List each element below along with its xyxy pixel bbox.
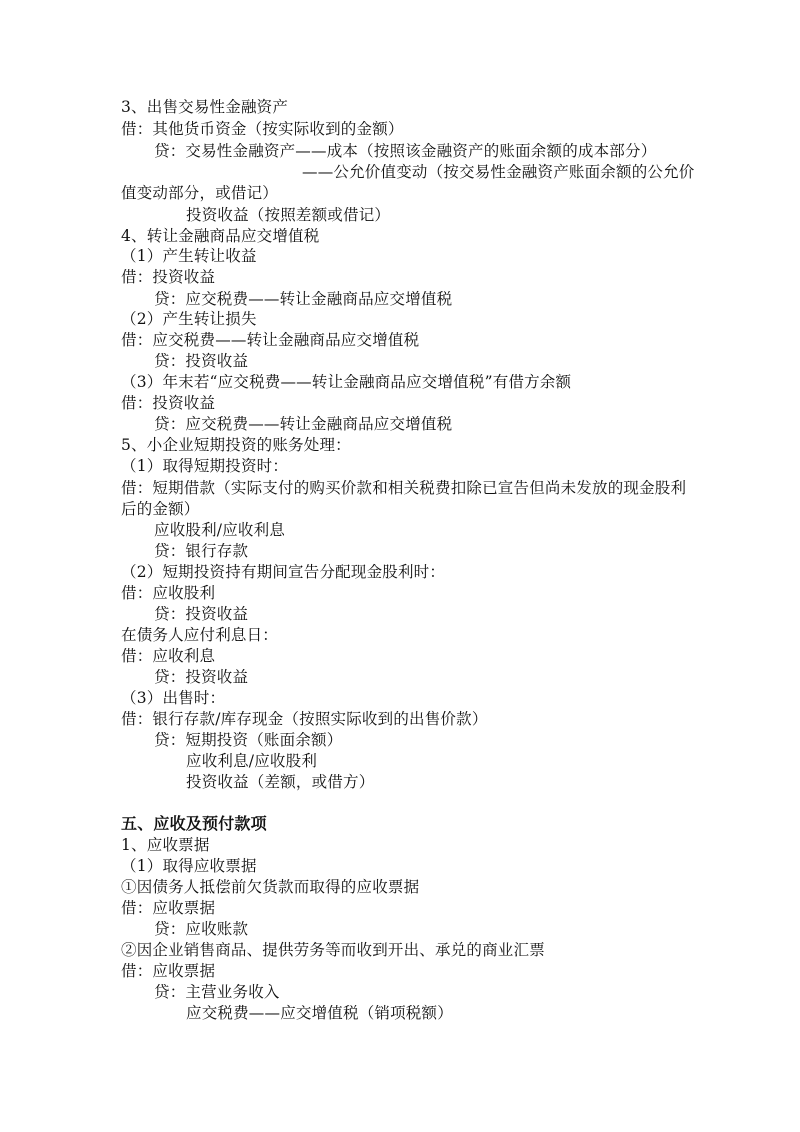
journal-line: 借：短期借款（实际支付的购买价款和相关税费扣除已宣告但尚未发放的现金股利	[121, 479, 687, 497]
paragraph: ①因债务人抵偿前欠货款而取得的应收票据	[121, 878, 420, 896]
journal-line: 借：应收票据	[121, 962, 216, 980]
section-heading: 3、出售交易性金融资产	[121, 98, 289, 116]
journal-line: 借：投资收益	[121, 394, 216, 412]
journal-line: 贷：主营业务收入	[154, 983, 280, 1001]
sub-heading: （1）产生转让收益	[121, 247, 257, 265]
journal-line: 贷：应收账款	[154, 920, 249, 938]
journal-line: 贷：应交税费——转让金融商品应交增值税	[154, 415, 453, 433]
section-heading: 1、应收票据	[121, 836, 210, 854]
journal-line: 贷：短期投资（账面余额）	[154, 731, 343, 749]
journal-line: 应交税费——应交增值税（销项税额）	[186, 1004, 453, 1022]
journal-line: 贷：银行存款	[154, 542, 249, 560]
sub-heading: （2）产生转让损失	[121, 310, 257, 328]
journal-line: 贷：交易性金融资产——成本（按照该金融资产的账面余额的成本部分）	[154, 142, 657, 160]
paragraph: ②因企业销售商品、提供劳务等而收到开出、承兑的商业汇票	[121, 941, 545, 959]
paragraph: 在债务人应付利息日：	[121, 626, 279, 644]
journal-line: 投资收益（差额，或借方）	[186, 773, 375, 791]
journal-line: 投资收益（按照差额或借记）	[186, 206, 391, 224]
journal-line: 后的金额）	[121, 500, 200, 518]
sub-heading: （3）出售时：	[121, 689, 226, 707]
sub-heading: （2）短期投资持有期间宣告分配现金股利时：	[121, 563, 446, 581]
journal-line: 借：应收票据	[121, 899, 216, 917]
sub-heading: （1）取得应收票据	[121, 857, 257, 875]
journal-line: 借：其他货币资金（按实际收到的金额）	[121, 120, 404, 138]
journal-line: 应收股利/应收利息	[154, 521, 286, 539]
section-heading: 5、小企业短期投资的账务处理：	[121, 436, 351, 454]
journal-line: 贷：投资收益	[154, 605, 249, 623]
journal-line: 值变动部分，或借记）	[121, 184, 279, 202]
journal-line: 借：应收股利	[121, 584, 216, 602]
sub-heading: （3）年末若“应交税费——转让金融商品应交增值税”有借方余额	[121, 373, 572, 391]
section-heading: 4、转让金融商品应交增值税	[121, 227, 320, 245]
journal-line: ——公允价值变动（按交易性金融资产账面余额的公允价	[302, 163, 695, 181]
journal-line: 借：银行存款/库存现金（按照实际收到的出售价款）	[121, 710, 488, 728]
journal-line: 借：投资收益	[121, 268, 216, 286]
sub-heading: （1）取得短期投资时：	[121, 457, 289, 475]
journal-line: 应收利息/应收股利	[186, 752, 318, 770]
journal-line: 贷：投资收益	[154, 668, 249, 686]
journal-line: 借：应交税费——转让金融商品应交增值税	[121, 331, 420, 349]
chapter-heading: 五、应收及预付款项	[121, 814, 267, 833]
journal-line: 贷：投资收益	[154, 352, 249, 370]
journal-line: 借：应收利息	[121, 647, 216, 665]
journal-line: 贷：应交税费——转让金融商品应交增值税	[154, 290, 453, 308]
